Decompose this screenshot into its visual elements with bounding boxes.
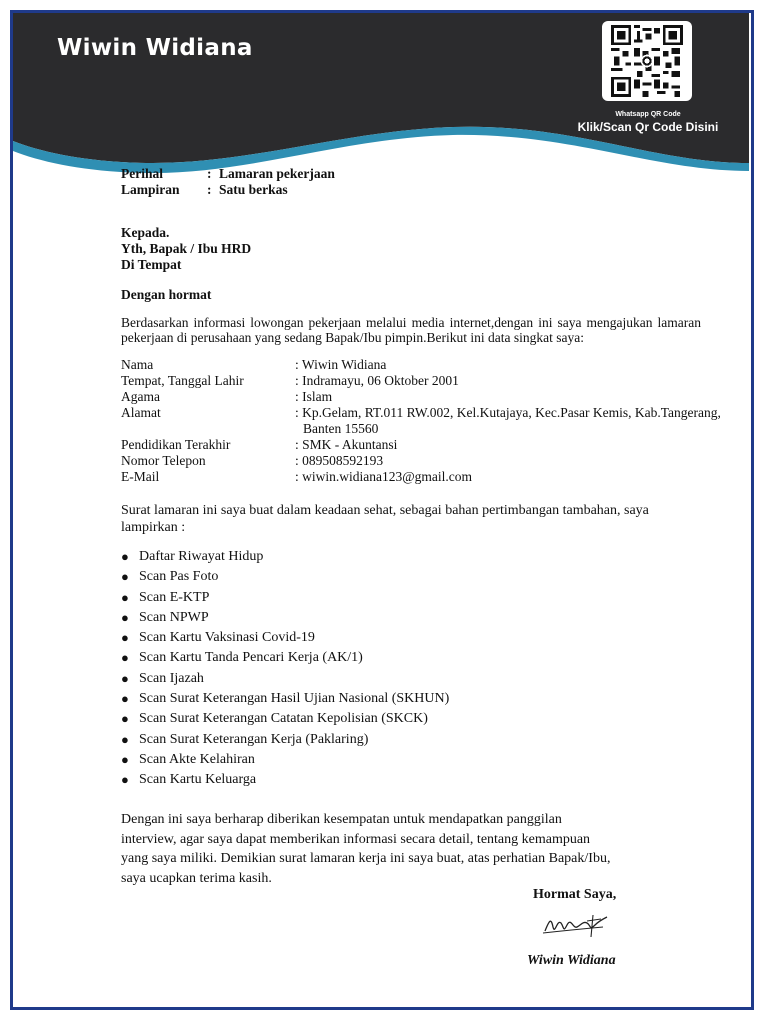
signoff-label: Hormat Saya, xyxy=(533,887,617,902)
bullet-icon: ● xyxy=(121,670,129,686)
handwritten-signature xyxy=(541,909,611,941)
address-line-1: : Kp.Gelam, RT.011 RW.002, Kel.Kutajaya, Kec.Pasar Kemis, Kab.Tangerang, xyxy=(295,405,721,420)
qr-caption: Whatsapp QR Code xyxy=(615,111,681,118)
greeting: Dengan hormat xyxy=(121,287,212,302)
meta-value: Lamaran pekerjaan xyxy=(219,166,335,181)
list-item xyxy=(121,608,449,628)
meta-label: Lampiran xyxy=(121,182,180,197)
whatsapp-qr-code[interactable] xyxy=(602,21,692,101)
bullet-icon: ● xyxy=(121,772,129,788)
attachment-label: Scan Ijazah xyxy=(139,670,204,686)
attachment-label: Scan Kartu Vaksinasi Covid-19 xyxy=(139,630,315,646)
list-item xyxy=(121,689,449,709)
attachment-label: Scan Surat Keterangan Kerja (Paklaring) xyxy=(139,731,369,747)
info-label: Nama xyxy=(121,357,154,372)
recipient-line: Kepada. xyxy=(121,225,170,240)
list-item xyxy=(121,730,449,750)
bullet-icon: ● xyxy=(121,589,129,605)
intro-paragraph: Berdasarkan informasi lowongan pekerjaan melalui media internet,dengan ini saya mengajukan lamaran pekerjaan di perusahaan yang sedang Bapak/Ibu pimpin.Berikut ini data singkat saya: xyxy=(121,315,701,345)
info-value: : Indramayu, 06 Oktober 2001 xyxy=(295,373,459,388)
list-item xyxy=(121,628,449,648)
attachment-label: Scan Kartu Keluarga xyxy=(139,772,257,788)
info-row xyxy=(121,389,751,405)
closing-line: yang saya miliki. Demikian surat lamaran kerja ini saya buat, atas perhatian Bapak/Ibu, xyxy=(121,851,611,867)
bullet-icon: ● xyxy=(121,711,129,727)
meta-separator: : xyxy=(207,182,212,197)
bullet-icon: ● xyxy=(121,609,129,625)
info-value: : SMK - Akuntansi xyxy=(295,437,398,452)
meta-label: Perihal xyxy=(121,166,163,181)
closing-paragraph xyxy=(121,810,681,888)
recipient-line: Di Tempat xyxy=(121,257,182,272)
info-value: : Islam xyxy=(295,389,333,404)
info-row xyxy=(121,469,751,485)
info-value: : 089508592193 xyxy=(295,453,384,468)
closing-line: saya ucapkan terima kasih. xyxy=(121,870,272,886)
info-value: : wiwin.widiana123@gmail.com xyxy=(295,469,473,484)
attachment-label: Scan E-KTP xyxy=(139,589,210,605)
attachment-label: Scan Surat Keterangan Hasil Ujian Nasional (SKHUN) xyxy=(139,691,450,707)
bullet-icon: ● xyxy=(121,751,129,767)
info-row xyxy=(121,405,751,437)
address-line-2: Banten 15560 xyxy=(303,421,379,436)
meta-row-subject xyxy=(121,166,335,182)
bullet-icon: ● xyxy=(121,630,129,646)
meta-separator: : xyxy=(207,166,212,181)
bullet-icon: ● xyxy=(121,569,129,585)
attachment-label: Scan NPWP xyxy=(139,609,209,625)
info-label: Agama xyxy=(121,389,160,404)
list-item xyxy=(121,588,449,608)
info-label: Nomor Telepon xyxy=(121,453,206,468)
bullet-icon: ● xyxy=(121,549,129,564)
recipient-line: Yth, Bapak / Ibu HRD xyxy=(121,241,252,256)
bullet-icon: ● xyxy=(121,650,129,666)
closing-line: Dengan ini saya berharap diberikan kesempatan untuk mendapatkan panggilan xyxy=(121,812,562,827)
info-label: E-Mail xyxy=(121,469,160,484)
info-label: Alamat xyxy=(121,405,161,420)
info-value xyxy=(295,405,751,437)
meta-value: Satu berkas xyxy=(219,182,288,197)
info-row xyxy=(121,373,751,389)
attachment-label: Scan Kartu Tanda Pencari Kerja (AK/1) xyxy=(139,650,363,666)
info-value: : Wiwin Widiana xyxy=(295,357,387,372)
attachment-label: Scan Pas Foto xyxy=(139,569,219,585)
list-item xyxy=(121,709,449,729)
list-item xyxy=(121,669,449,689)
info-label: Tempat, Tanggal Lahir xyxy=(121,373,244,388)
info-row xyxy=(121,453,751,469)
info-row xyxy=(121,357,751,373)
signoff-name: Wiwin Widiana xyxy=(527,953,616,968)
letter-meta xyxy=(121,166,335,198)
bullet-icon: ● xyxy=(121,691,129,707)
recipient-block xyxy=(121,225,251,273)
attachment-label: Daftar Riwayat Hidup xyxy=(139,549,264,564)
qr-link-text[interactable]: Klik/Scan Qr Code Disini xyxy=(577,120,719,134)
closing-line: interview, agar saya dapat memberikan informasi secara detail, tentang kemampuan xyxy=(121,831,591,847)
letter-page xyxy=(10,10,754,1010)
qr-code-icon xyxy=(611,25,683,97)
attachment-intro: Surat lamaran ini saya buat dalam keadaan sehat, sebagai bahan pertimbangan tambahan, saya lampirkan : xyxy=(121,503,649,535)
list-item xyxy=(121,770,449,790)
applicant-name-title: Wiwin Widiana xyxy=(57,35,253,61)
attachment-label: Scan Surat Keterangan Catatan Kepolisian (SKCK) xyxy=(139,711,428,727)
list-item xyxy=(121,750,449,770)
list-item xyxy=(121,547,449,567)
list-item xyxy=(121,648,449,668)
bullet-icon: ● xyxy=(121,731,129,747)
attachment-label: Scan Akte Kelahiran xyxy=(139,751,255,767)
attachment-list xyxy=(121,547,449,791)
info-label: Pendidikan Terakhir xyxy=(121,437,231,452)
list-item xyxy=(121,567,449,587)
meta-row-attachment xyxy=(121,182,335,198)
info-row xyxy=(121,437,751,453)
personal-info xyxy=(121,357,751,485)
